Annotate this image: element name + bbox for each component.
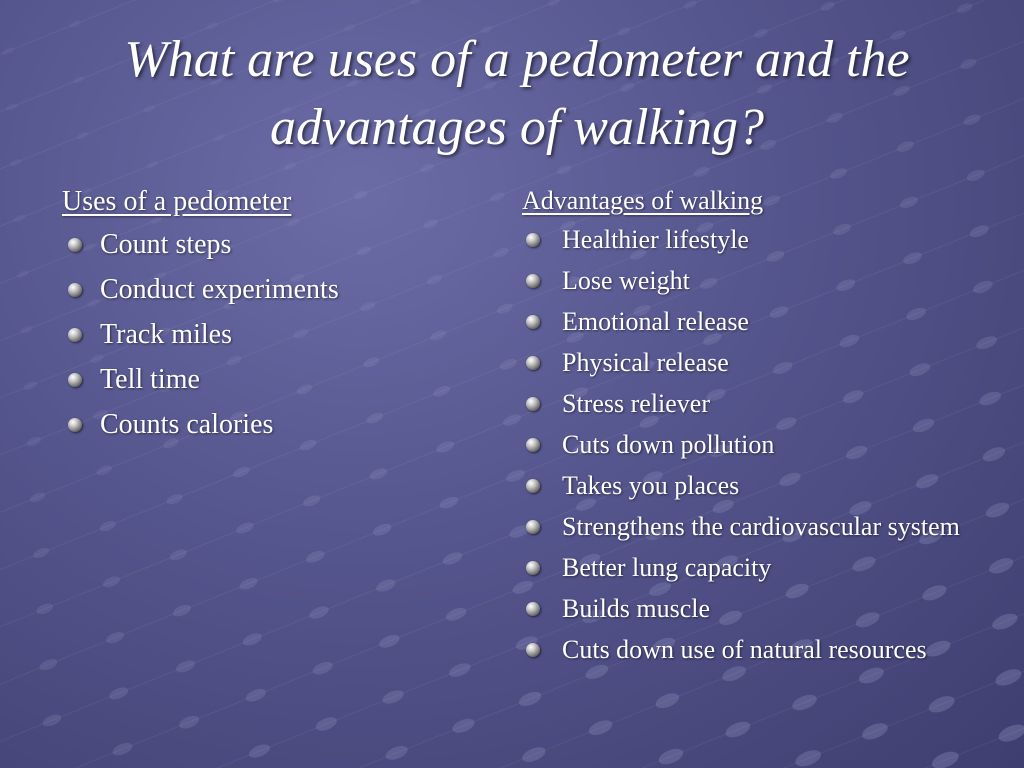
background-dot (41, 712, 63, 729)
list-item (522, 428, 1012, 461)
background-dot (235, 520, 256, 535)
background-dot (556, 164, 573, 177)
list-item (522, 387, 1012, 420)
list-item-text: Tell time (100, 364, 200, 395)
background-dot (32, 546, 51, 560)
background-dot (996, 721, 1024, 745)
background-dot (489, 191, 506, 204)
background-dot (546, 0, 560, 8)
list-item (522, 592, 1012, 625)
background-dot (495, 301, 514, 315)
list-item (62, 272, 482, 308)
background-dot (790, 692, 819, 714)
background-dot (311, 659, 335, 677)
background-dot (587, 717, 615, 738)
background-dot (692, 165, 710, 179)
list-item-text: Physical release (562, 348, 729, 377)
sphere-bullet-icon (526, 315, 540, 329)
background-dot (168, 547, 188, 562)
background-dot (829, 166, 849, 181)
background-dot (177, 713, 200, 731)
sphere-bullet-icon (68, 328, 82, 342)
background-dot (101, 574, 121, 589)
sphere-bullet-icon (526, 479, 540, 493)
background-dot (793, 747, 823, 768)
background-dot (13, 213, 26, 223)
background-dot (111, 740, 134, 757)
sphere-bullet-icon (526, 356, 540, 370)
list-item (62, 407, 482, 443)
list-item-text: Cuts down pollution (562, 430, 775, 459)
background-dot (165, 492, 184, 506)
pedometer-uses-column (62, 184, 482, 452)
list-item (62, 362, 482, 398)
list-item-text: Track miles (100, 319, 232, 350)
background-dot (16, 269, 30, 279)
list-item (522, 633, 1012, 666)
sphere-bullet-icon (526, 233, 540, 247)
list-item-text: Builds muscle (562, 594, 711, 623)
background-dot (108, 685, 130, 702)
background-dot (520, 744, 547, 765)
background-dot (272, 0, 285, 4)
list-item-text: Stress reliever (562, 389, 711, 418)
background-dot (502, 412, 523, 428)
sphere-bullet-icon (526, 438, 540, 452)
sphere-bullet-icon (526, 561, 540, 575)
background-dot (377, 632, 401, 650)
background-dot (447, 661, 472, 680)
walking-advantages-list (522, 223, 1012, 666)
background-dot (174, 658, 196, 675)
background-dot (930, 748, 961, 768)
background-dot (441, 550, 464, 567)
background-dot (314, 715, 339, 734)
list-item-text: Conduct experiments (100, 274, 339, 305)
sphere-bullet-icon (526, 643, 540, 657)
background-dot (409, 0, 422, 6)
list-item (522, 551, 1012, 584)
background-dot (450, 716, 476, 736)
list-item (522, 346, 1012, 379)
list-item-text: Cuts down use of natural resources (562, 635, 927, 664)
background-dot (308, 604, 331, 621)
list-item (62, 227, 482, 263)
background-dot (444, 605, 468, 623)
sphere-bullet-icon (68, 283, 82, 297)
background-dot (683, 0, 698, 10)
background-dot (238, 576, 259, 592)
background-dot (38, 657, 59, 673)
list-item-text: Counts calories (100, 409, 274, 440)
background-dot (965, 167, 986, 183)
sphere-bullet-icon (68, 238, 82, 252)
sphere-bullet-icon (526, 520, 540, 534)
list-item-text: Strengthens the cardiovascular system (562, 512, 960, 541)
walking-advantages-column (522, 184, 1012, 674)
list-item-text: Lose weight (562, 266, 690, 295)
sphere-bullet-icon (526, 602, 540, 616)
background-dot (5, 102, 18, 112)
slide-title: What are uses of a pedometer and the advantages of walking? (124, 31, 910, 156)
background-dot (384, 743, 410, 763)
background-dot (28, 491, 46, 504)
background-dot (25, 435, 42, 448)
background-dot (95, 464, 113, 477)
list-item-text: Healthier lifestyle (562, 225, 749, 254)
background-dot (498, 357, 518, 372)
background-dot (492, 246, 510, 259)
background-dot (438, 494, 460, 510)
pedometer-uses-heading: Uses of a pedometer (62, 186, 292, 217)
background-dot (135, 0, 148, 2)
list-item (522, 223, 1012, 256)
background-dot (371, 521, 393, 537)
sphere-bullet-icon (68, 418, 82, 432)
sphere-bullet-icon (526, 397, 540, 411)
background-dot (19, 324, 34, 335)
walking-advantages-heading: Advantages of walking (522, 186, 764, 215)
background-dot (657, 746, 686, 768)
background-dot (860, 720, 890, 743)
background-dot (381, 688, 406, 707)
background-dot (22, 380, 38, 392)
sphere-bullet-icon (526, 274, 540, 288)
list-item (522, 305, 1012, 338)
background-dot (419, 162, 435, 174)
background-dot (368, 466, 389, 482)
list-item (522, 264, 1012, 297)
background-dot (305, 549, 327, 565)
list-item-text: Emotional release (562, 307, 749, 336)
background-dot (241, 631, 264, 648)
background-dot (105, 630, 126, 646)
pedometer-uses-list (62, 227, 482, 443)
background-dot (517, 689, 543, 709)
background-dot (244, 686, 268, 704)
sphere-bullet-icon (68, 373, 82, 387)
background-dot (171, 603, 192, 619)
background-dot (2, 46, 15, 56)
background-dot (232, 465, 251, 479)
background-dot (723, 719, 752, 741)
background-dot (247, 742, 272, 761)
background-dot (374, 577, 397, 594)
background-dot (35, 601, 55, 616)
background-dot (9, 158, 22, 168)
list-item-text: Better lung capacity (562, 553, 772, 582)
background-dot (926, 693, 956, 716)
list-item (522, 510, 1012, 543)
background-dot (98, 519, 117, 533)
background-dot (283, 161, 297, 172)
background-dot (819, 0, 835, 12)
background-dot (654, 690, 682, 711)
background-dot (301, 493, 322, 508)
list-item-text: Takes you places (562, 471, 740, 500)
list-item (62, 317, 482, 353)
list-item (522, 469, 1012, 502)
background-dot (956, 1, 974, 14)
list-item-text: Count steps (100, 229, 232, 260)
